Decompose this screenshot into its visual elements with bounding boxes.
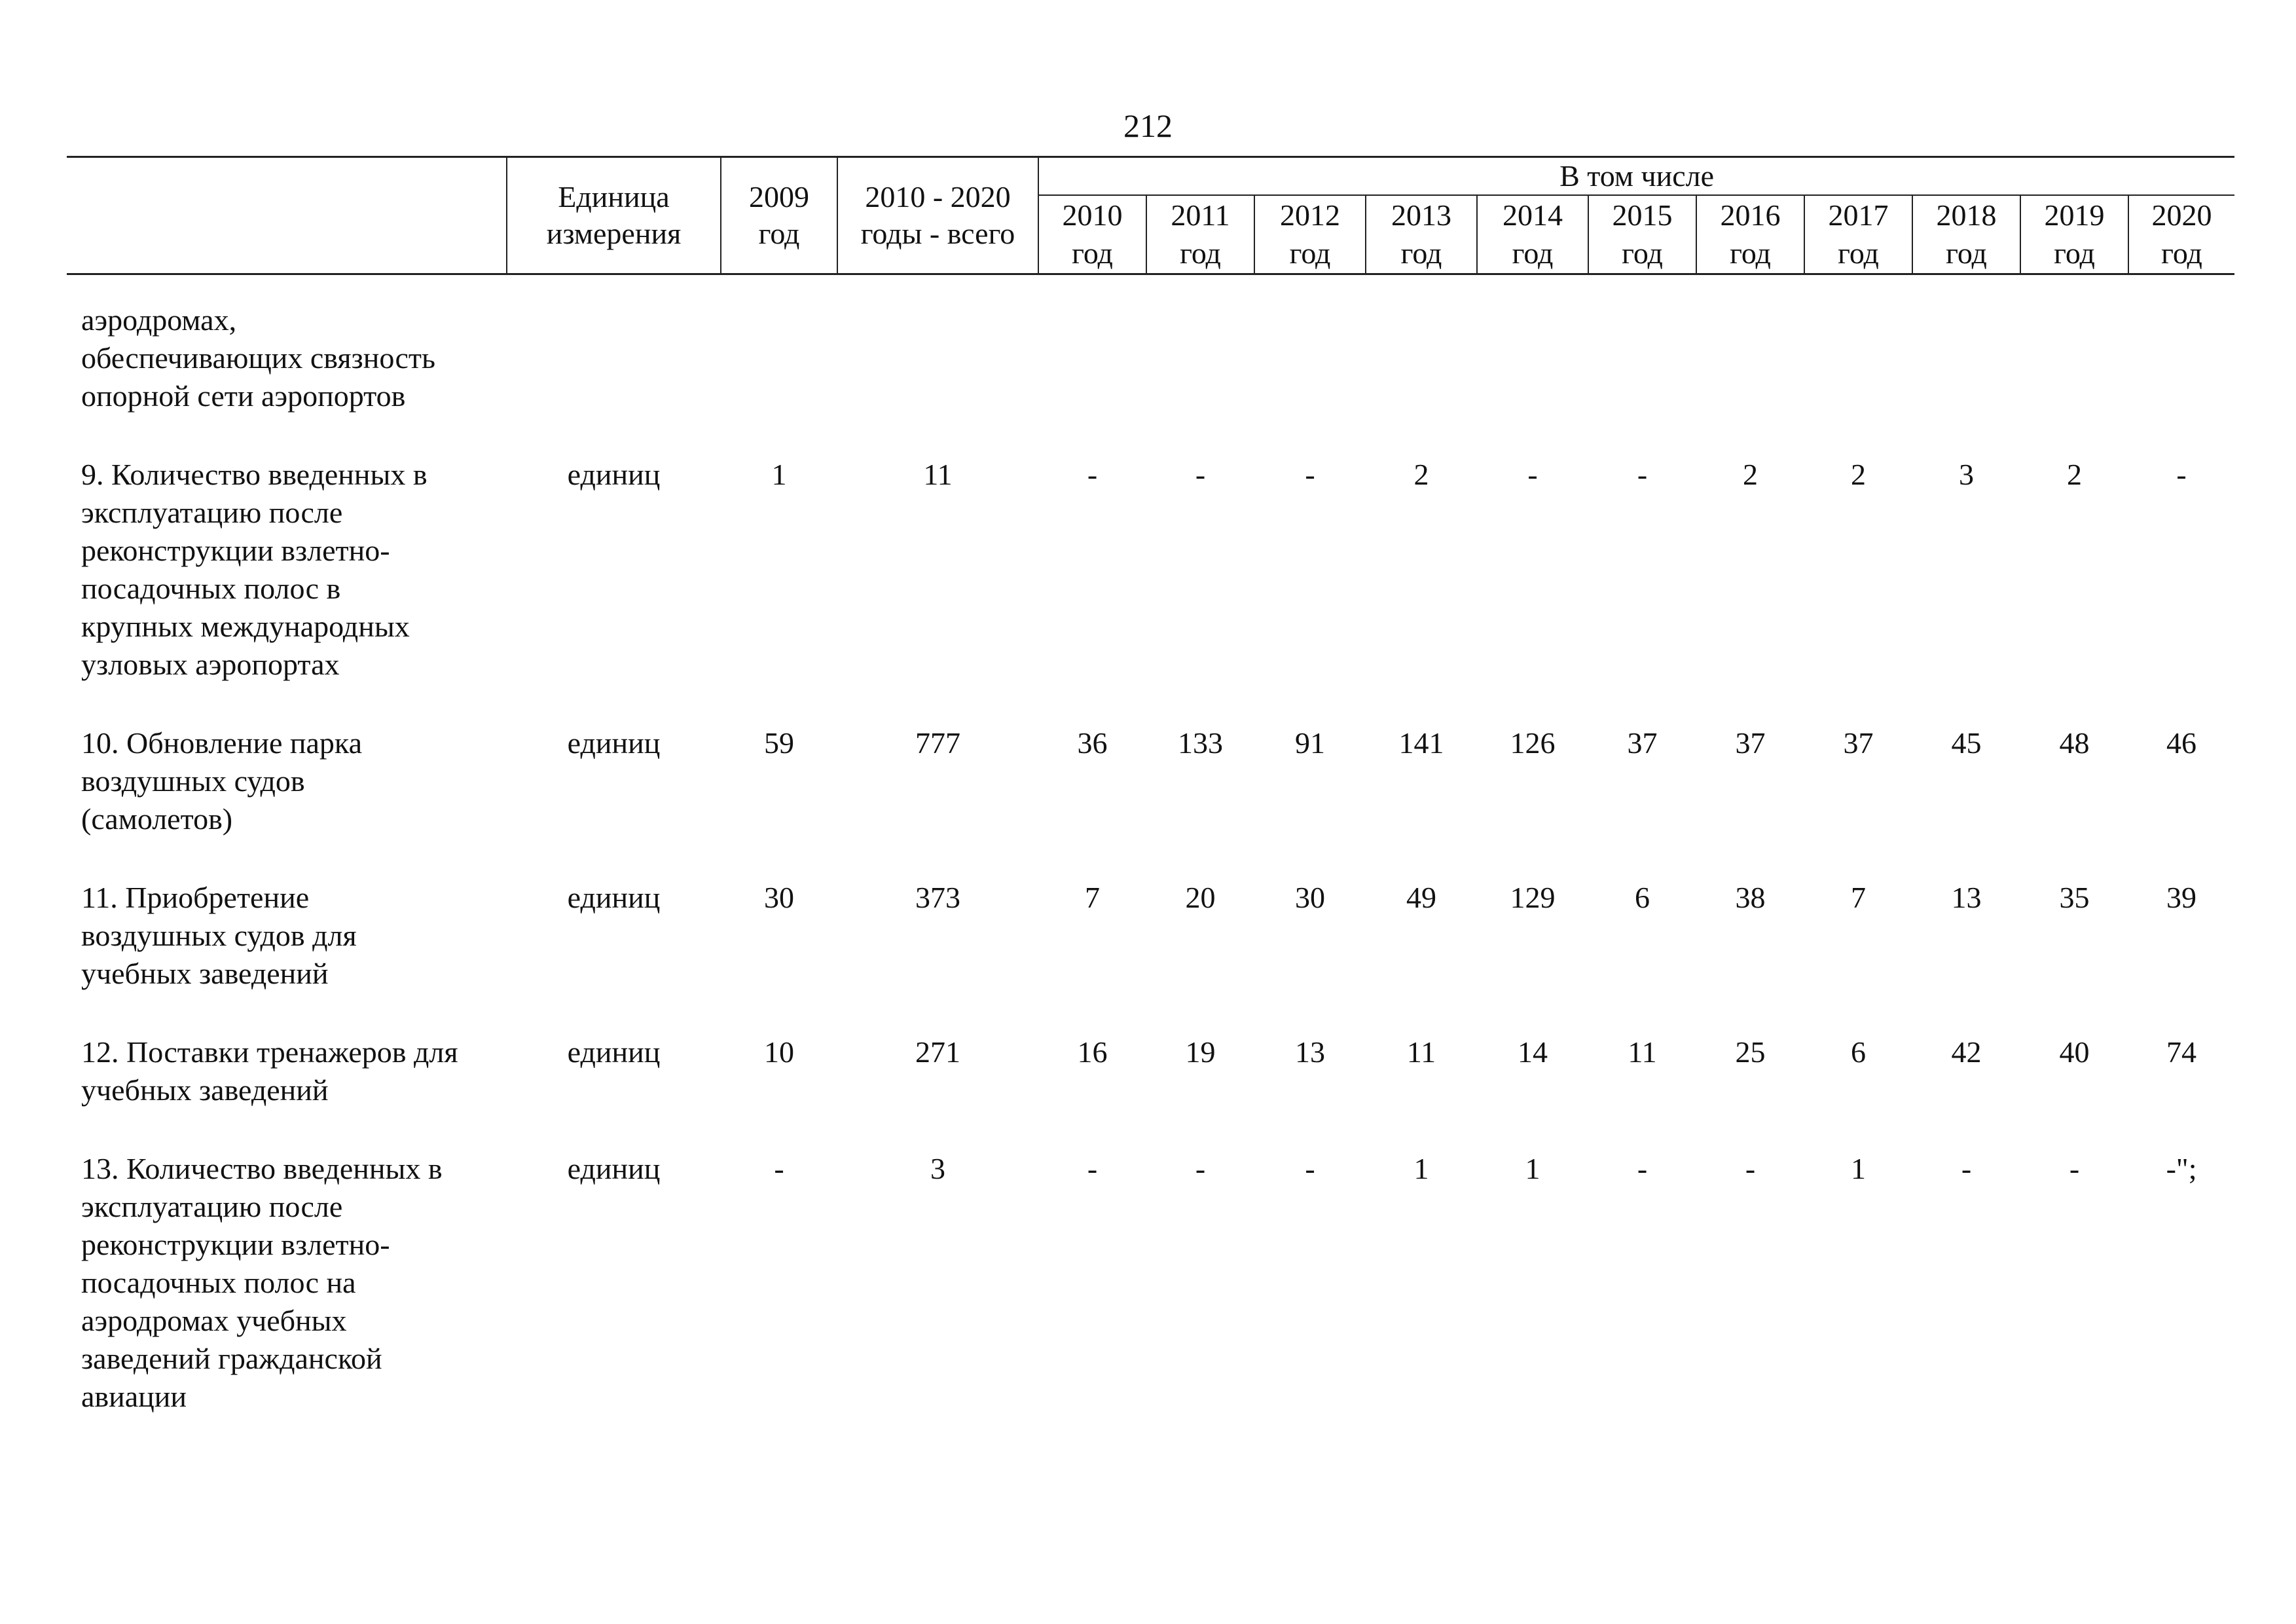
value-2014: 129 <box>1510 881 1556 914</box>
value-2010: - <box>1087 458 1098 491</box>
value-2012: 91 <box>1295 726 1325 760</box>
value-2009: - <box>774 1152 784 1185</box>
value-2016 <box>1696 301 1804 415</box>
row-spacer <box>67 415 2234 456</box>
value-2013: 49 <box>1406 881 1436 914</box>
value-2011: 19 <box>1185 1035 1216 1069</box>
header-year-2017: 2017 год <box>1804 195 1912 274</box>
value-2011: 20 <box>1185 881 1216 914</box>
value-2020: -"; <box>2166 1152 2197 1185</box>
value-2019 <box>2020 301 2128 415</box>
value-2020 <box>2128 301 2234 415</box>
page-number: 212 <box>1123 107 1173 144</box>
header-year-2011: 2011 год <box>1146 195 1254 274</box>
value-2014: - <box>1527 458 1538 491</box>
value-2015: 37 <box>1627 726 1658 760</box>
value-2009: 10 <box>764 1035 794 1069</box>
value-2016: 2 <box>1743 458 1758 491</box>
value-2018: 13 <box>1951 881 1982 914</box>
unit-cell: единиц <box>567 881 661 914</box>
header-year-2010: 2010 год <box>1038 195 1146 274</box>
header-year-2013: 2013 год <box>1366 195 1477 274</box>
value-2013: 1 <box>1413 1152 1429 1185</box>
value-2020: 74 <box>2166 1035 2197 1069</box>
value-2014: 14 <box>1518 1035 1548 1069</box>
table-row <box>67 1150 2234 1416</box>
value-2010: 16 <box>1077 1035 1108 1069</box>
table-row <box>67 1033 2234 1109</box>
table-body <box>67 274 2234 1416</box>
header-year-2016: 2016 год <box>1696 195 1804 274</box>
value-2014: 1 <box>1525 1152 1540 1185</box>
unit-cell: единиц <box>567 726 661 760</box>
header-2009: 2009 год <box>721 157 837 274</box>
table-row <box>67 456 2234 684</box>
value-2018: 42 <box>1951 1035 1982 1069</box>
value-2015: - <box>1637 458 1648 491</box>
value-2016: 25 <box>1735 1035 1766 1069</box>
value-total: 271 <box>915 1035 960 1069</box>
value-2016: 37 <box>1735 726 1766 760</box>
value-total <box>837 301 1038 415</box>
value-2010: 7 <box>1085 881 1100 914</box>
value-2011: 133 <box>1178 726 1223 760</box>
value-2019: - <box>2069 1152 2080 1185</box>
value-2011: - <box>1195 1152 1206 1185</box>
value-2009: 30 <box>764 881 794 914</box>
value-total: 777 <box>915 726 960 760</box>
value-2019: 2 <box>2067 458 2082 491</box>
value-2010 <box>1038 301 1146 415</box>
value-2020: - <box>2176 458 2187 491</box>
data-sheet <box>67 156 2234 1416</box>
value-2012: 30 <box>1295 881 1325 914</box>
value-2013 <box>1366 301 1477 415</box>
value-2011: - <box>1195 458 1206 491</box>
header-total: 2010 - 2020 годы - всего <box>837 157 1038 274</box>
header-year-2014: 2014 год <box>1477 195 1588 274</box>
value-2013: 11 <box>1406 1035 1436 1069</box>
row-spacer <box>67 684 2234 724</box>
value-2017: 7 <box>1851 881 1866 914</box>
value-2018: - <box>1961 1152 1972 1185</box>
indicator-label: 9. Количество введенных в эксплуатацию после реконструкции взлетно- посадочных полос в крупных международных узловых аэропортах <box>81 458 428 681</box>
value-2012: - <box>1305 1152 1315 1185</box>
value-2010: - <box>1087 1152 1098 1185</box>
value-2009: 1 <box>771 458 787 491</box>
value-2018: 3 <box>1959 458 1974 491</box>
indicators-table <box>67 156 2234 1416</box>
value-2012 <box>1254 301 1366 415</box>
header-unit: Единица измерения <box>507 157 721 274</box>
value-2012: - <box>1305 458 1315 491</box>
value-total: 11 <box>923 458 953 491</box>
indicator-label: 12. Поставки тренажеров для учебных заведений <box>81 1035 458 1107</box>
value-2015: 6 <box>1635 881 1650 914</box>
value-2013: 141 <box>1398 726 1444 760</box>
row-spacer <box>67 1109 2234 1150</box>
value-2020: 39 <box>2166 881 2197 914</box>
table-header <box>67 157 2234 274</box>
value-2016: 38 <box>1735 881 1766 914</box>
unit-cell: единиц <box>567 1035 661 1069</box>
value-2018: 45 <box>1951 726 1982 760</box>
value-2018 <box>1912 301 2020 415</box>
value-2009 <box>721 301 837 415</box>
indicator-label: 10. Обновление парка воздушных судов (самолетов) <box>81 726 362 836</box>
row-spacer <box>67 274 2234 302</box>
value-total: 3 <box>930 1152 945 1185</box>
value-2017: 1 <box>1851 1152 1866 1185</box>
value-2017: 2 <box>1851 458 1866 491</box>
header-year-2018: 2018 год <box>1912 195 2020 274</box>
indicator-label: 11. Приобретение воздушных судов для учебных заведений <box>81 881 357 990</box>
value-2019: 48 <box>2059 726 2090 760</box>
indicator-label: 13. Количество введенных в эксплуатацию после реконструкции взлетно- посадочных полос на аэродромах учебных заведений гражданской авиации <box>81 1152 443 1413</box>
value-2012: 13 <box>1295 1035 1325 1069</box>
header-indicator-cell <box>67 157 507 274</box>
value-2015: 11 <box>1628 1035 1657 1069</box>
value-2017 <box>1804 301 1912 415</box>
header-year-2020: 2020 год <box>2128 195 2234 274</box>
table-row <box>67 879 2234 993</box>
row-spacer <box>67 838 2234 879</box>
header-year-2015: 2015 год <box>1588 195 1696 274</box>
value-2017: 6 <box>1851 1035 1866 1069</box>
value-2014: 126 <box>1510 726 1556 760</box>
table-row <box>67 724 2234 838</box>
value-2016: - <box>1745 1152 1756 1185</box>
row-spacer <box>67 993 2234 1033</box>
value-total: 373 <box>915 881 960 914</box>
header-year-2012: 2012 год <box>1254 195 1366 274</box>
header-group: В том числе <box>1038 157 2234 196</box>
header-year-2019: 2019 год <box>2020 195 2128 274</box>
value-2019: 35 <box>2059 881 2090 914</box>
unit-cell <box>507 301 721 415</box>
value-2009: 59 <box>764 726 794 760</box>
value-2013: 2 <box>1413 458 1429 491</box>
value-2011 <box>1146 301 1254 415</box>
value-2017: 37 <box>1843 726 1874 760</box>
value-2015: - <box>1637 1152 1648 1185</box>
table-row <box>67 301 2234 415</box>
value-2010: 36 <box>1077 726 1108 760</box>
indicator-label: аэродромах, обеспечивающих связность опорной сети аэропортов <box>81 303 435 413</box>
value-2014 <box>1477 301 1588 415</box>
value-2015 <box>1588 301 1696 415</box>
value-2020: 46 <box>2166 726 2197 760</box>
unit-cell: единиц <box>567 458 661 491</box>
value-2019: 40 <box>2059 1035 2090 1069</box>
unit-cell: единиц <box>567 1152 661 1185</box>
